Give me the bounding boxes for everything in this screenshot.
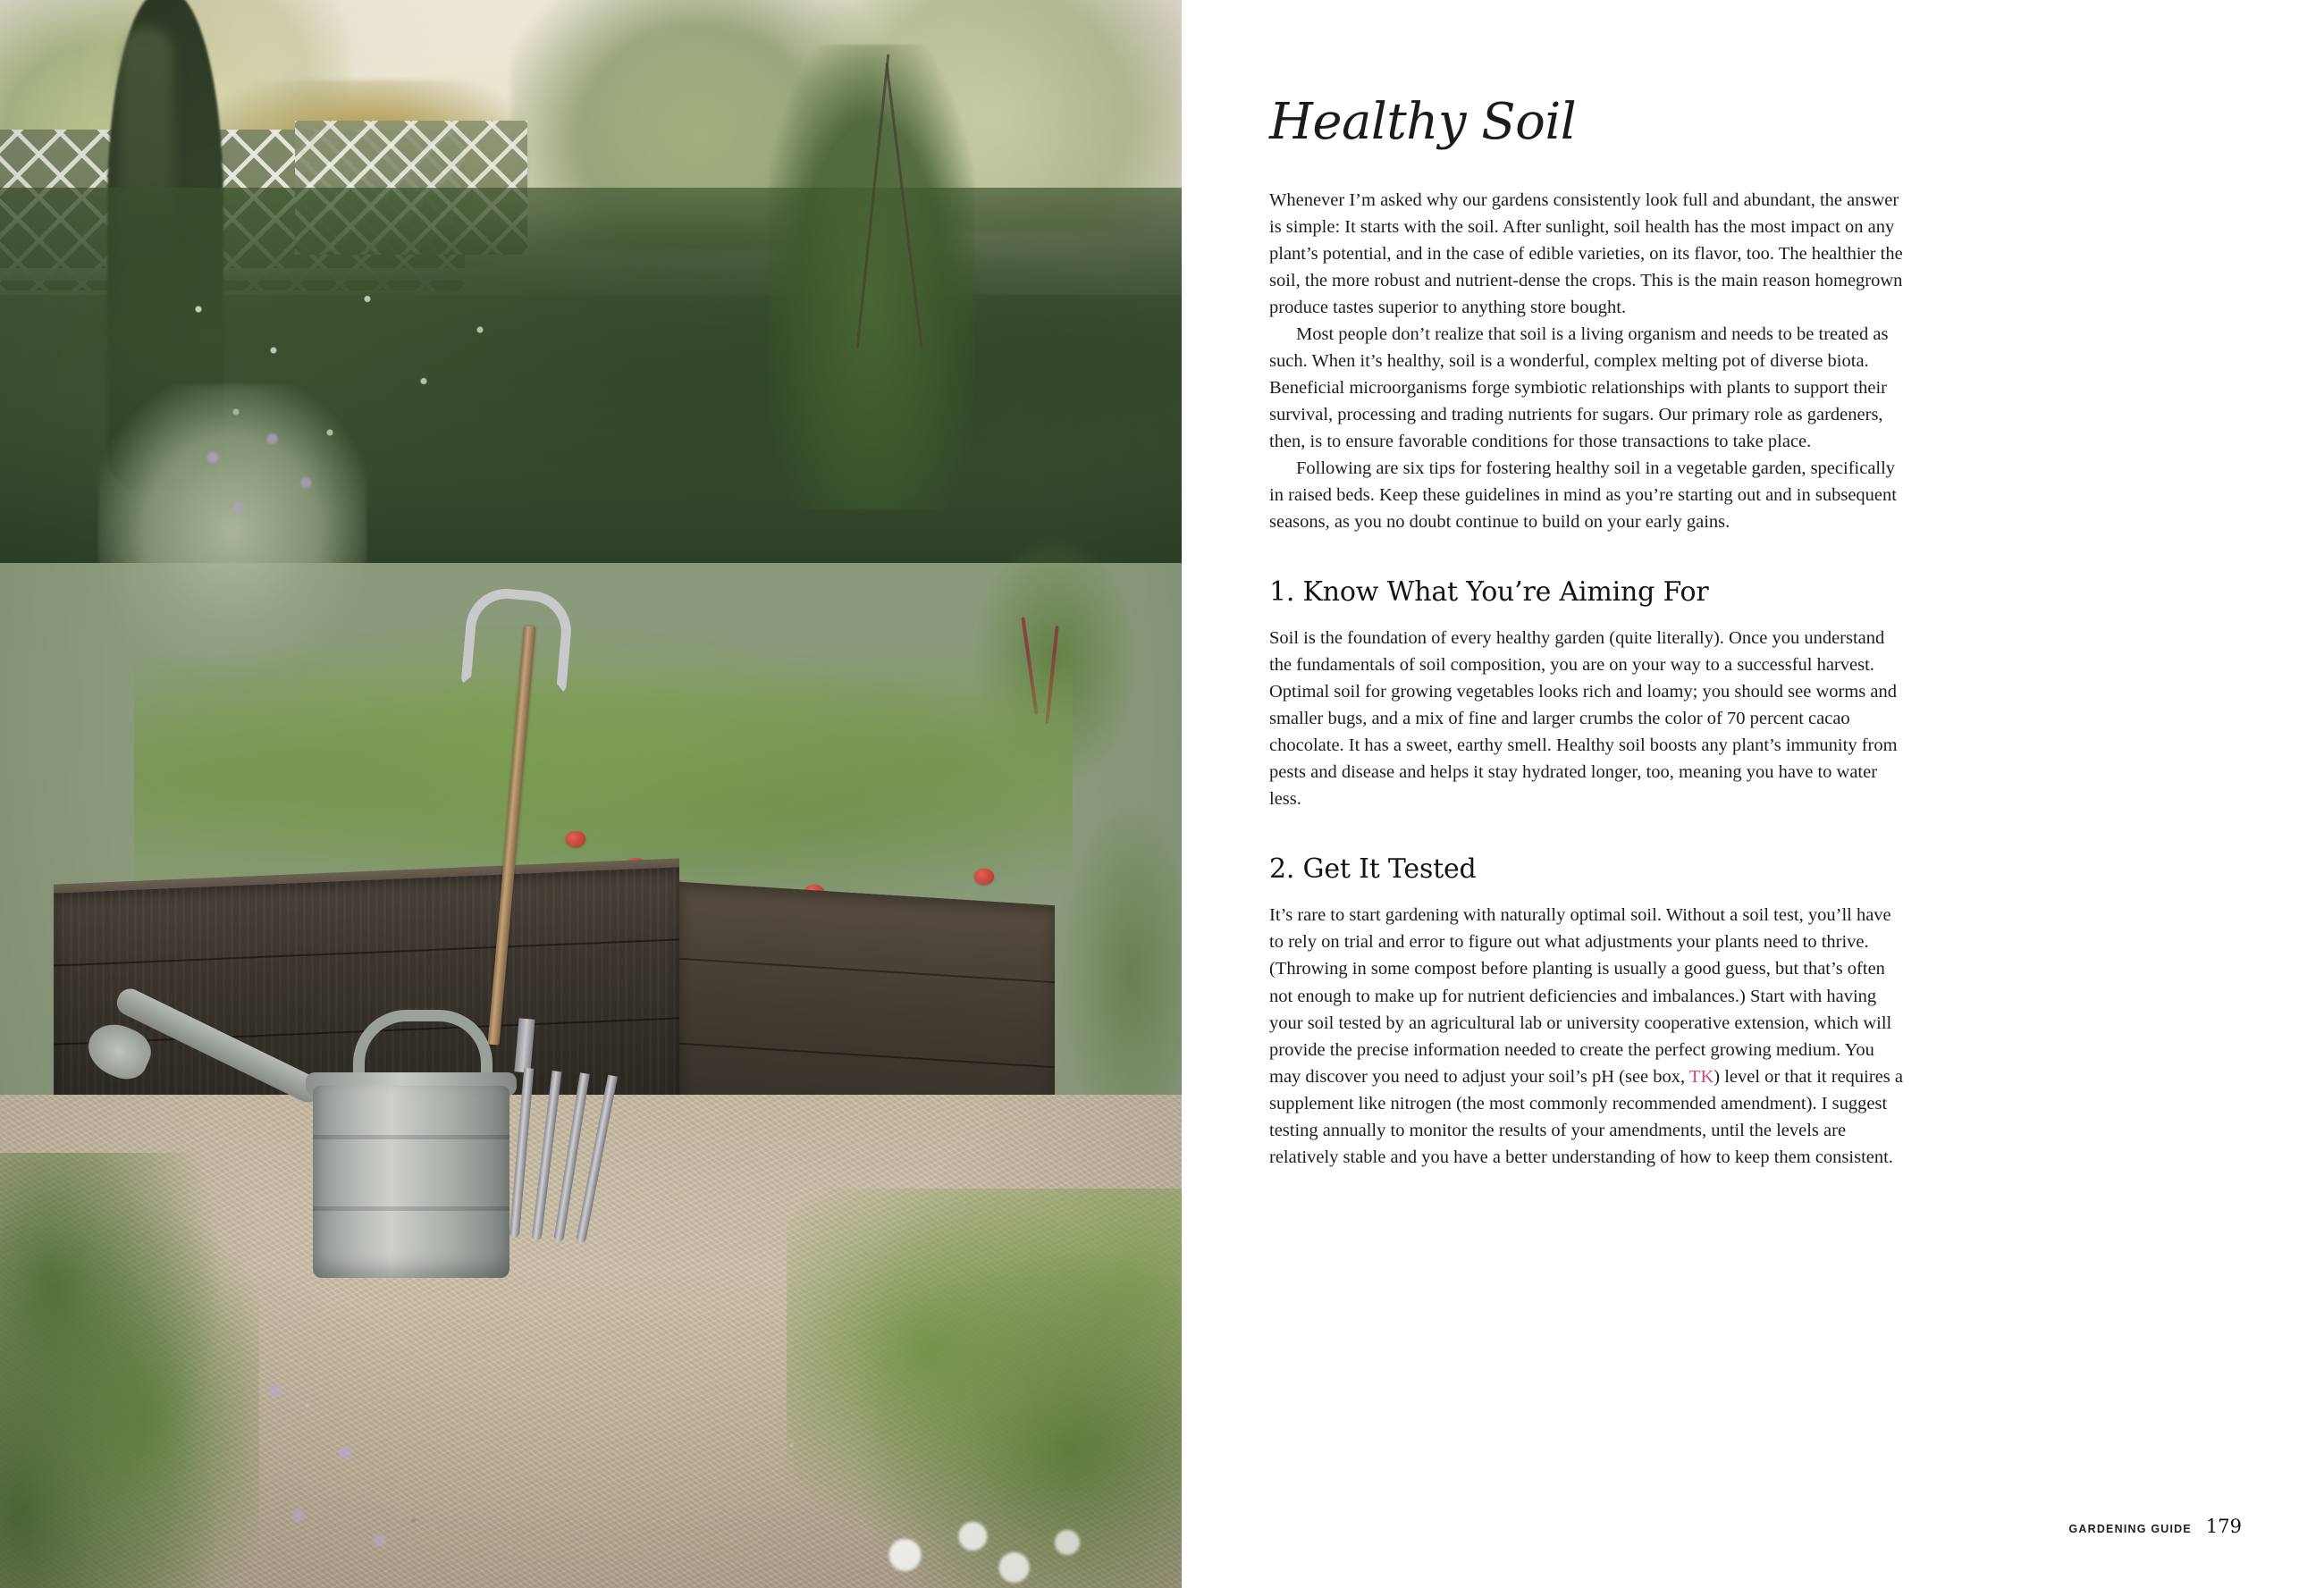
- page-footer: [2068, 1516, 2242, 1537]
- watering-can-band-2: [313, 1206, 509, 1211]
- plank-seam-4: [679, 958, 1055, 983]
- strawberry-6: [566, 831, 585, 847]
- text-page: [1182, 0, 2324, 1588]
- strawberry-5: [974, 869, 994, 885]
- section-heading-2: 2. Get It Tested: [1269, 853, 1477, 886]
- section-body-2: [1269, 902, 1908, 1170]
- tomato-trellis-plant: [769, 45, 974, 509]
- section-body-2-part-2: ) level or that it requires a supplement like nitrogen (the most commonly recommended amendment). I suggest testing annually to monitor the results of your amendments, until the levels are relatively stable and you have a better understanding of how to keep them consistent.: [1269, 1066, 1903, 1167]
- plank-seam-5: [679, 1043, 1055, 1068]
- lavender-blooms: [179, 420, 349, 545]
- garden-fork-handle-grip: [460, 585, 574, 694]
- foreground-white-flowers: [831, 1492, 1126, 1588]
- intro-paragraph-2: Most people don’t realize that soil is a living organism and needs to be treated as such. When it’s healthy, soil is a wonderful, complex melting pot of diverse biota. Beneficial microorganisms forge symbiotic relationships with plants to support their survival, processing and trading nutrients for sugars. Our primary role as gardeners, then, is to ensure favorable conditions for those transactions to take place.: [1269, 323, 1889, 452]
- foreground-purple-flowers: [206, 1340, 438, 1588]
- section-body-1: Soil is the foundation of every healthy garden (quite literally). Once you understand the fundamentals of soil composition, you are on your way to a successful harvest. Optimal soil for growing vegetables looks rich and loamy; you should see worms and smaller bugs, and a mix of fine and larger crumbs the color of 70 percent cacao chocolate. It has a sweet, earthy smell. Healthy soil boosts any plant’s immunity from pests and disease and helps it stay hydrated longer, too, meaning you have to water less.: [1269, 628, 1898, 810]
- intro-paragraph-1: Whenever I’m asked why our gardens consistently look full and abundant, the answer is simple: It starts with the soil. After sunlight, soil health has the most impact on any plant’s potential, and in the case of edible varieties, on its flavor, too. The healthier the soil, the more robust and nutrient-dense the crops. This is the main reason homegrown produce tastes superior to anything store bought.: [1269, 189, 1903, 317]
- page-title: Healthy Soil: [1269, 93, 1577, 151]
- intro-paragraph-3: Following are six tips for fostering healthy soil in a vegetable garden, specifically in raised beds. Keep these guidelines in mind as you’re starting out and in subsequent seasons, as you no doubt continue to build on your early gains.: [1269, 458, 1897, 533]
- watering-can-band-1: [313, 1135, 509, 1139]
- footer-page-number: 179: [2205, 1516, 2242, 1537]
- footer-section-label: GARDENING GUIDE: [2068, 1523, 2192, 1535]
- text-column: [1269, 93, 1908, 1171]
- rosemary-plant: [1064, 804, 1182, 1144]
- section-heading-1: 1. Know What You’re Aiming For: [1269, 576, 1709, 609]
- watering-can-body: [313, 1086, 509, 1278]
- tk-placeholder-marker: TK: [1688, 1066, 1714, 1087]
- section-body-2-part-1: It’s rare to start gardening with naturally optimal soil. Without a soil test, you’ll have to rely on trial and error to figure out what adjustments your plants need to thrive. (Throwing in some compost before planting is usually a good guess, but that’s often not enough to make up for nutrient deficiencies and imbalances.) Start with having your soil tested by an agricultural lab or university cooperative extension, which will provide the precise information needed to create the perfect growing medium. You may discover you need to adjust your soil’s pH (see box,: [1269, 905, 1892, 1087]
